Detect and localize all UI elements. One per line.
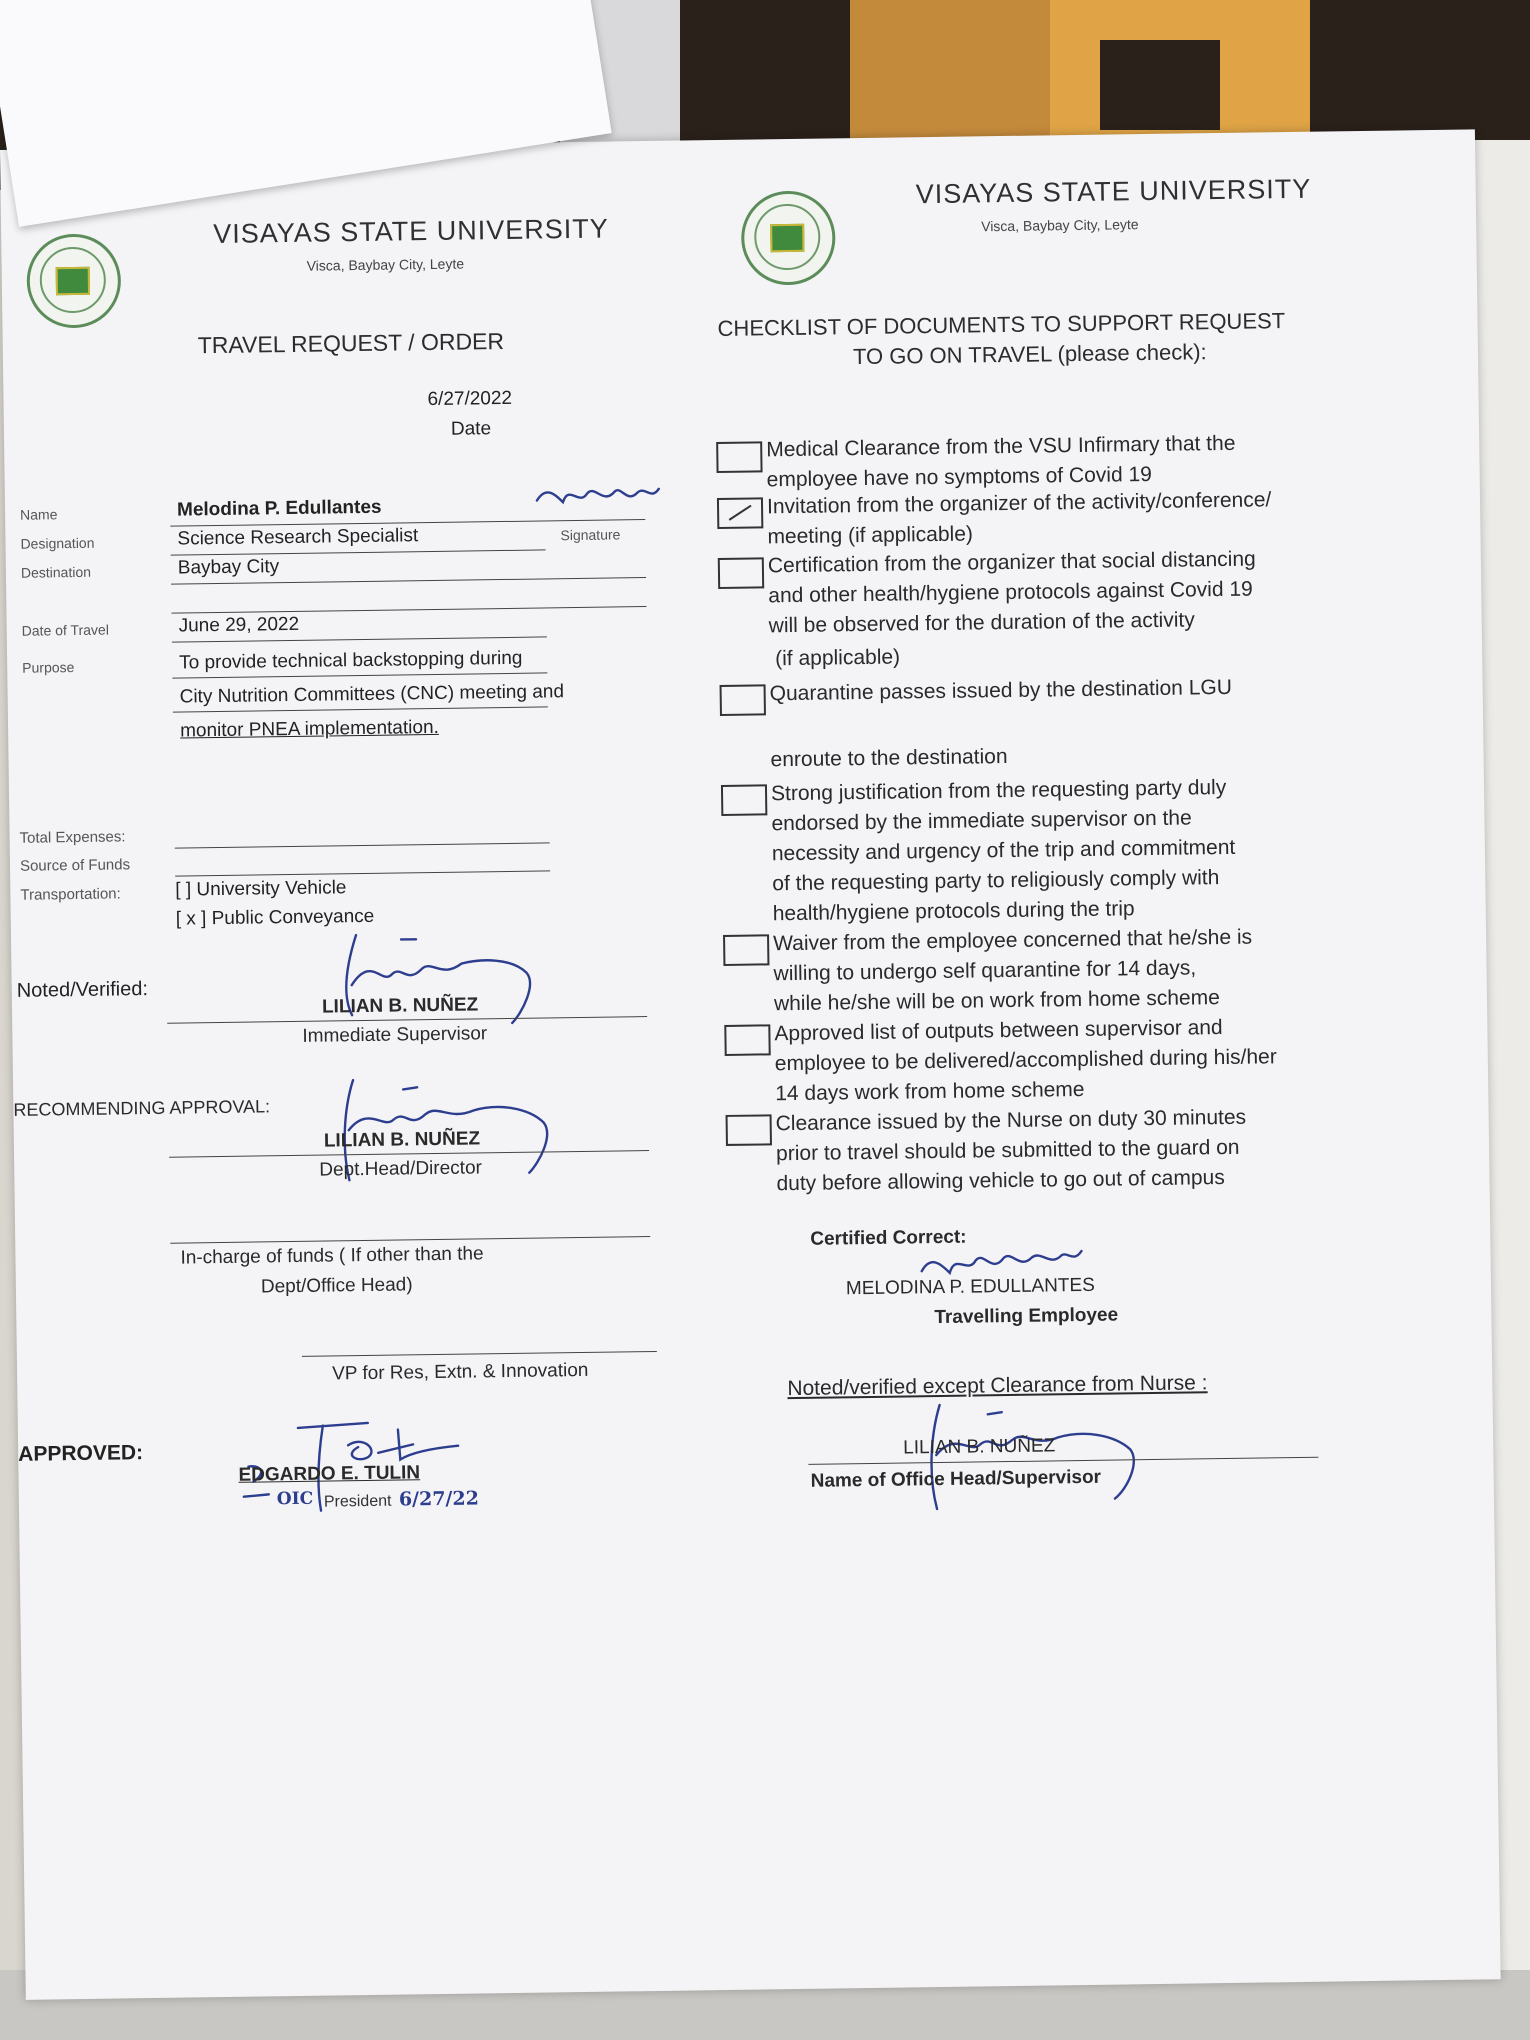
checklist-item-certification-line-1: Certification from the organizer that social distancing — [767, 547, 1256, 578]
checklist-item-justification-line-1: Strong justification from the requesting party duly — [770, 775, 1227, 806]
travelling-employee-title: Travelling Employee — [934, 1304, 1119, 1329]
form-title: TRAVEL REQUEST / ORDER — [197, 327, 505, 359]
checklist-box-medical-clearance[interactable] — [716, 441, 762, 473]
checklist-box-justification[interactable] — [721, 784, 767, 816]
purpose-line-2: City Nutrition Committees (CNC) meeting and — [179, 681, 565, 708]
vp-title: VP for Res, Extn. & Innovation — [331, 1359, 589, 1385]
vp-signature-line — [302, 1351, 657, 1357]
university-name-left: VISAYAS STATE UNIVERSITY — [212, 213, 609, 250]
checklist-box-nurse-clearance[interactable] — [726, 1114, 772, 1146]
checklist-box-quarantine-passes[interactable] — [720, 684, 766, 716]
supervisor-name: LILIAN B. NUÑEZ — [321, 994, 479, 1018]
destination-extra-underline — [171, 606, 646, 614]
certified-correct-label: Certified Correct: — [810, 1226, 967, 1250]
checklist-item-justification-line-2: endorsed by the immediate supervisor on the — [771, 806, 1192, 836]
funds-signature-line — [170, 1236, 650, 1244]
checklist-item-outputs-line-3: 14 days work from home scheme — [775, 1077, 1085, 1106]
noted-verified-except-label: Noted/verified except Clearance from Nurse : — [787, 1371, 1208, 1401]
request-date: 6/27/2022 — [427, 387, 513, 411]
total-expenses-label: Total Expenses: — [19, 828, 126, 847]
designation-label: Designation — [20, 534, 95, 552]
checklist-box-waiver[interactable] — [723, 934, 769, 966]
checklist-item-certification-line-4: (if applicable) — [775, 645, 901, 671]
check-mark-icon — [719, 499, 761, 527]
source-of-funds-underline — [175, 870, 550, 876]
travel-order-document — [0, 129, 1501, 1999]
checklist-item-waiver-line-3: while he/she will be on work from home scheme — [773, 986, 1220, 1016]
dept-head-title: Dept.Head/Director — [319, 1157, 483, 1181]
transportation-label: Transportation: — [20, 885, 121, 904]
checklist-item-invitation-line-2: meeting (if applicable) — [767, 522, 974, 549]
checklist-box-outputs[interactable] — [724, 1024, 770, 1056]
name-label: Name — [19, 506, 58, 523]
supervisor-title: Immediate Supervisor — [302, 1023, 488, 1047]
transport-university-vehicle: [ ] University Vehicle — [175, 877, 347, 901]
checklist-box-certification[interactable] — [718, 557, 764, 589]
president-name: EDGARDO E. TULIN — [238, 1462, 421, 1486]
university-address-left: Visca, Baybay City, Leyte — [306, 255, 465, 274]
office-head-name: LILIAN B. NUÑEZ — [903, 1435, 1056, 1459]
approved-label: APPROVED: — [18, 1441, 144, 1466]
date-of-travel-value: June 29, 2022 — [178, 613, 300, 637]
checklist-title-line-2: TO GO ON TRAVEL (please check): — [852, 339, 1207, 370]
checklist-item-invitation-line-1: Invitation from the organizer of the activity/conference/ — [766, 488, 1272, 519]
checklist-item-justification-line-4: of the requesting party to religiously comply with — [772, 866, 1220, 896]
fabric-pattern — [1100, 40, 1220, 130]
checklist-item-nurse-line-1: Clearance issued by the Nurse on duty 30 minutes — [775, 1105, 1247, 1136]
checklist-title-line-1: CHECKLIST OF DOCUMENTS TO SUPPORT REQUEST — [717, 308, 1286, 341]
destination-label: Destination — [20, 563, 92, 581]
vsu-seal-left — [26, 233, 121, 328]
destination-value: Baybay City — [177, 556, 280, 579]
date-of-travel-label: Date of Travel — [21, 621, 109, 639]
checklist-item-nurse-line-2: prior to travel should be submitted to the guard on — [775, 1135, 1240, 1166]
university-address-right: Visca, Baybay City, Leyte — [981, 216, 1139, 235]
name-value: Melodina P. Edullantes — [176, 496, 382, 521]
dept-head-name: LILIAN B. NUÑEZ — [323, 1128, 481, 1152]
university-name-right: VISAYAS STATE UNIVERSITY — [915, 173, 1312, 210]
checklist-item-certification-line-2: and other health/hygiene protocols against Covid 19 — [768, 577, 1253, 608]
funds-incharge-line-2: Dept/Office Head) — [260, 1274, 413, 1298]
checklist-box-invitation[interactable] — [717, 497, 763, 529]
designation-underline — [171, 549, 546, 555]
funds-incharge-line-1: In-charge of funds ( If other than the — [180, 1243, 484, 1269]
transport-public-conveyance: [ x ] Public Conveyance — [175, 905, 375, 930]
checklist-item-outputs-line-2: employee to be delivered/accomplished during his/her — [774, 1045, 1277, 1076]
vsu-seal-right — [741, 190, 836, 285]
checklist-item-outputs-line-1: Approved list of outputs between supervisor and — [774, 1016, 1223, 1046]
handwritten-oic: OIC — [276, 1488, 314, 1510]
checklist-item-waiver-line-1: Waiver from the employee concerned that he/she is — [772, 925, 1253, 956]
designation-value: Science Research Specialist — [177, 525, 419, 550]
date-of-travel-underline — [172, 636, 547, 642]
office-head-title: Name of Office Head/Supervisor — [810, 1466, 1102, 1492]
checklist-item-medical-line-2: employee have no symptoms of Covid 19 — [766, 462, 1153, 492]
checklist-item-waiver-line-2: willing to undergo self quarantine for 14 days, — [773, 956, 1197, 986]
total-expenses-underline — [175, 842, 550, 848]
purpose-label: Purpose — [22, 659, 75, 676]
checklist-item-nurse-line-3: duty before allowing vehicle to go out of campus — [776, 1166, 1225, 1196]
source-of-funds-label: Source of Funds — [19, 856, 131, 875]
handwritten-approval-date: 6/27/22 — [398, 1487, 480, 1511]
checklist-item-medical-line-1: Medical Clearance from the VSU Infirmary that the — [766, 431, 1236, 462]
checklist-item-justification-line-5: health/hygiene protocols during the trip — [772, 897, 1135, 926]
purpose-line-1: To provide technical backstopping during — [179, 647, 523, 674]
noted-verified-label: Noted/Verified: — [16, 978, 149, 1002]
checklist-item-certification-line-3: will be observed for the duration of the activity — [768, 608, 1195, 638]
president-title: President — [323, 1492, 392, 1511]
recommending-approval-label: RECOMMENDING APPROVAL: — [13, 1096, 271, 1120]
signature-label: Signature — [560, 526, 621, 544]
employee-signature — [533, 479, 663, 517]
checklist-item-quarantine-line-3: enroute to the destination — [770, 744, 1008, 772]
date-label: Date — [450, 418, 492, 440]
travelling-employee-name: MELODINA P. EDULLANTES — [845, 1274, 1095, 1300]
checklist-item-justification-line-3: necessity and urgency of the trip and commitment — [771, 835, 1236, 866]
purpose-line-3: monitor PNEA implementation. — [179, 716, 439, 742]
checklist-item-quarantine-line-1: Quarantine passes issued by the destination LGU — [769, 675, 1233, 706]
